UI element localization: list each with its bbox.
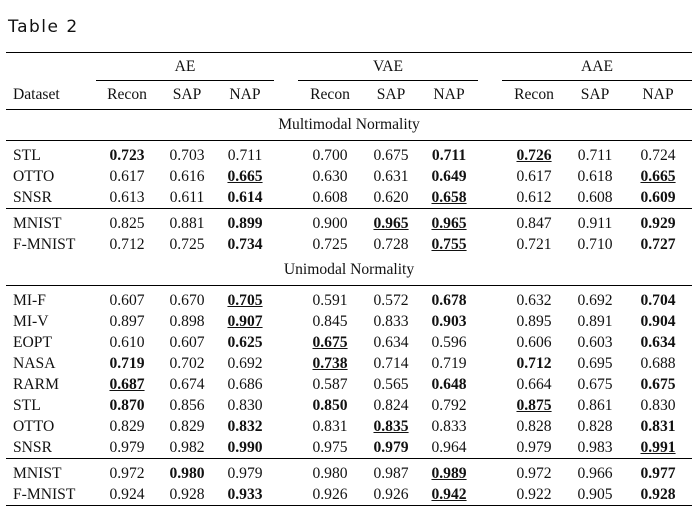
gap-cell [274,213,298,234]
score-cell: 0.704 [640,292,676,309]
score-cell: 0.675 [640,376,676,393]
score-cell: 0.687 [109,376,145,393]
score-cell: 0.712 [516,355,552,372]
score-cell: 0.928 [624,484,692,506]
table-caption: Table 2 [8,17,79,37]
score-cell: 0.792 [431,397,467,414]
score-cell: 0.675 [577,376,613,393]
score-cell: 0.980 [312,465,348,482]
score-cell: 0.924 [96,484,158,506]
results-table [6,52,692,506]
gap-cell [478,290,502,311]
score-cell: 0.911 [577,215,613,232]
score-cell: 0.634 [640,334,676,351]
gap-cell [478,166,502,187]
gap-cell [478,463,502,484]
column-header-nap: NAP [420,81,478,110]
score-cell: 0.620 [373,189,409,206]
score-cell: 0.828 [516,418,552,435]
score-cell: 0.856 [169,397,205,414]
score-cell: 0.607 [109,292,145,309]
gap-cell [478,332,502,353]
table-row [6,187,692,209]
score-cell: 0.674 [169,376,205,393]
score-cell: 0.983 [577,439,613,456]
gap-cell [274,166,298,187]
score-cell: 0.616 [169,168,205,185]
score-cell: 0.702 [169,355,205,372]
table-row [6,437,692,459]
table-row [6,166,692,187]
dataset-name: SNSR [13,439,53,456]
score-cell: 0.833 [431,418,467,435]
score-cell: 0.847 [516,215,552,232]
score-cell: 0.625 [227,334,263,351]
group-header-vae: VAE [298,53,478,82]
gap-cell [478,145,502,166]
score-cell: 0.755 [431,236,467,253]
score-cell: 0.990 [227,439,263,456]
score-cell: 0.926 [362,484,420,506]
score-cell: 0.632 [516,292,552,309]
score-cell: 0.897 [109,313,145,330]
score-cell: 0.870 [109,397,145,414]
score-cell: 0.714 [373,355,409,372]
gap-cell [274,484,298,506]
score-cell: 0.618 [577,168,613,185]
score-cell: 0.719 [109,355,145,372]
score-cell: 0.926 [298,484,362,506]
group-header-row [6,53,692,82]
score-cell: 0.711 [577,147,613,164]
score-cell: 0.831 [640,418,676,435]
score-cell: 0.607 [169,334,205,351]
score-cell: 0.705 [227,292,263,309]
score-cell: 0.725 [169,236,205,253]
section-header-row [6,110,692,141]
score-cell: 0.572 [373,292,409,309]
section-header-row [6,255,692,286]
score-cell: 0.649 [431,168,467,185]
dataset-name: NASA [13,355,56,372]
score-cell: 0.972 [516,465,552,482]
column-header-row [6,81,692,110]
gap-cell [274,353,298,374]
score-cell: 0.828 [577,418,613,435]
score-cell: 0.904 [640,313,676,330]
gap-cell [274,145,298,166]
dataset-name: F-MNIST [13,236,76,253]
score-cell: 0.907 [227,313,263,330]
gap-cell [478,353,502,374]
table-row [6,234,692,255]
table-row [6,311,692,332]
gap-cell [274,395,298,416]
score-cell: 0.565 [373,376,409,393]
section-title: Multimodal Normality [6,110,692,141]
score-cell: 0.991 [640,439,676,456]
score-cell: 0.587 [312,376,348,393]
section-title: Unimodal Normality [6,255,692,286]
score-cell: 0.845 [312,313,348,330]
score-cell: 0.825 [109,215,145,232]
score-cell: 0.670 [169,292,205,309]
score-cell: 0.725 [312,236,348,253]
score-cell: 0.989 [431,465,467,482]
score-cell: 0.881 [169,215,205,232]
score-cell: 0.734 [227,236,263,253]
table-row [6,463,692,484]
dataset-name: OTTO [13,168,55,185]
column-header-recon: Recon [298,81,362,110]
column-header-sap: SAP [566,81,624,110]
score-cell: 0.617 [516,168,552,185]
score-cell: 0.658 [431,189,467,206]
gap-cell [478,213,502,234]
group-header-ae: AE [96,53,274,82]
column-header-sap: SAP [362,81,420,110]
column-header-nap: NAP [624,81,692,110]
table-row [6,374,692,395]
score-cell: 0.829 [169,418,205,435]
score-cell: 0.831 [312,418,348,435]
score-cell: 0.830 [227,397,263,414]
score-cell: 0.861 [577,397,613,414]
score-cell: 0.830 [640,397,676,414]
dataset-name: STL [13,147,41,164]
score-cell: 0.905 [566,484,624,506]
score-cell: 0.942 [420,484,478,506]
table-row [6,213,692,234]
gap-cell [478,416,502,437]
score-cell: 0.711 [227,147,263,164]
score-cell: 0.630 [312,168,348,185]
score-cell: 0.928 [158,484,216,506]
score-cell: 0.686 [227,376,263,393]
score-cell: 0.965 [373,215,409,232]
column-header-recon: Recon [96,81,158,110]
score-cell: 0.723 [109,147,145,164]
score-cell: 0.980 [169,465,205,482]
score-cell: 0.596 [431,334,467,351]
table-row [6,332,692,353]
score-cell: 0.692 [577,292,613,309]
score-cell: 0.712 [109,236,145,253]
score-cell: 0.929 [640,215,676,232]
dataset-name: F-MNIST [6,484,96,506]
score-cell: 0.608 [312,189,348,206]
score-cell: 0.979 [373,439,409,456]
gap-cell [478,395,502,416]
gap-cell [478,187,502,209]
score-cell: 0.695 [577,355,613,372]
score-cell: 0.979 [227,465,263,482]
score-cell: 0.850 [312,397,348,414]
score-cell: 0.710 [577,236,613,253]
score-cell: 0.603 [577,334,613,351]
score-cell: 0.665 [640,168,676,185]
score-cell: 0.975 [312,439,348,456]
dataset-name: MNIST [13,465,62,482]
score-cell: 0.727 [640,236,676,253]
score-cell: 0.606 [516,334,552,351]
gap-cell [478,374,502,395]
gap-cell [274,290,298,311]
score-cell: 0.678 [431,292,467,309]
score-cell: 0.903 [431,313,467,330]
gap-cell [478,234,502,255]
score-cell: 0.631 [373,168,409,185]
dataset-name: OTTO [13,418,55,435]
table-row [6,484,692,506]
dataset-name: MI-V [13,313,49,330]
gap-cell [274,234,298,255]
score-cell: 0.900 [312,215,348,232]
score-cell: 0.979 [516,439,552,456]
score-cell: 0.703 [169,147,205,164]
gap-cell [274,374,298,395]
group-header-aae: AAE [502,53,692,82]
score-cell: 0.728 [373,236,409,253]
score-cell: 0.665 [227,168,263,185]
score-cell: 0.738 [312,355,348,372]
score-cell: 0.664 [516,376,552,393]
score-cell: 0.675 [373,147,409,164]
dataset-name: MI-F [13,292,46,309]
dataset-name: EOPT [13,334,52,351]
score-cell: 0.648 [431,376,467,393]
score-cell: 0.898 [169,313,205,330]
score-cell: 0.612 [516,189,552,206]
dataset-name: MNIST [13,215,62,232]
score-cell: 0.726 [516,147,552,164]
table-row [6,353,692,374]
score-cell: 0.711 [431,147,467,164]
gap-cell [274,311,298,332]
score-cell: 0.719 [431,355,467,372]
score-cell: 0.608 [577,189,613,206]
dataset-name: RARM [13,376,59,393]
score-cell: 0.610 [109,334,145,351]
score-cell: 0.987 [373,465,409,482]
score-cell: 0.833 [373,313,409,330]
gap-cell [478,484,502,506]
gap-cell [274,187,298,209]
score-cell: 0.613 [109,189,145,206]
score-cell: 0.721 [516,236,552,253]
score-cell: 0.591 [312,292,348,309]
dataset-name: SNSR [13,189,53,206]
gap-cell [274,437,298,459]
score-cell: 0.692 [227,355,263,372]
score-cell: 0.933 [216,484,274,506]
column-header-recon: Recon [502,81,566,110]
table-row [6,395,692,416]
score-cell: 0.614 [227,189,263,206]
score-cell: 0.617 [109,168,145,185]
table-row [6,290,692,311]
results-table-container [6,52,692,506]
score-cell: 0.875 [516,397,552,414]
column-header-nap: NAP [216,81,274,110]
score-cell: 0.611 [169,189,205,206]
score-cell: 0.609 [640,189,676,206]
score-cell: 0.688 [640,355,676,372]
score-cell: 0.922 [502,484,566,506]
score-cell: 0.634 [373,334,409,351]
score-cell: 0.966 [577,465,613,482]
dataset-name: STL [13,397,41,414]
score-cell: 0.964 [431,439,467,456]
score-cell: 0.829 [109,418,145,435]
score-cell: 0.675 [312,334,348,351]
score-cell: 0.835 [373,418,409,435]
score-cell: 0.899 [227,215,263,232]
score-cell: 0.977 [640,465,676,482]
score-cell: 0.832 [227,418,263,435]
score-cell: 0.972 [109,465,145,482]
gap-cell [274,416,298,437]
score-cell: 0.824 [373,397,409,414]
table-row [6,145,692,166]
score-cell: 0.700 [312,147,348,164]
score-cell: 0.891 [577,313,613,330]
gap-cell [478,437,502,459]
score-cell: 0.724 [640,147,676,164]
gap-cell [274,332,298,353]
score-cell: 0.982 [169,439,205,456]
score-cell: 0.895 [516,313,552,330]
gap-cell [274,463,298,484]
column-header-sap: SAP [158,81,216,110]
score-cell: 0.979 [109,439,145,456]
score-cell: 0.965 [431,215,467,232]
column-header-dataset: Dataset [6,81,96,110]
gap-cell [478,311,502,332]
table-row [6,416,692,437]
